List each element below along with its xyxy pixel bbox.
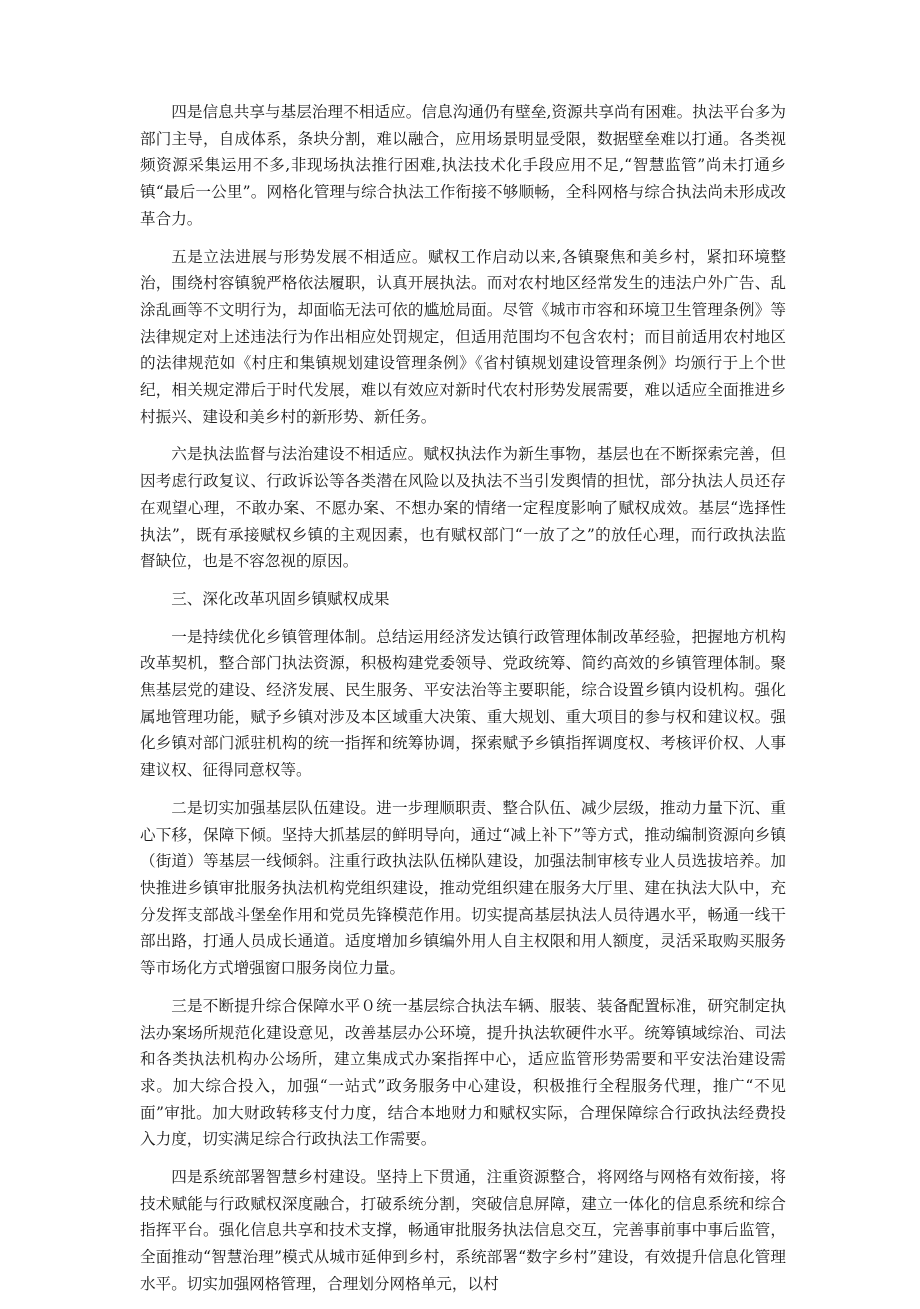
- paragraph-info-sharing: 四是信息共享与基层治理不相适应。信息沟通仍有壁垒,资源共享尚有困难。执法平台多为部门主导，自成体系，条块分割，难以融合，应用场景明显受限，数据壁垒难以打通。各类视频资源采集运用不多,非现场执法推行困难,执法技术化手段应用不足,“智慧监管”尚未打通乡镇“最后一公里”。网格化管理与综合执法工作衔接不够顺畅，全科网格与综合执法尚未形成改革合力。: [140, 103, 786, 228]
- paragraph-team-building: 二是切实加强基层队伍建设。进一步理顺职责、整合队伍、减少层级，推动力量下沉、重心下移，保障下倾。坚持大抓基层的鲜明导向，通过“减上补下”等方式，推动编制资源向乡镇（街道）等基层一线倾斜。注重行政执法队伍梯队建设，加强法制审核专业人员选拔培养。加快推进乡镇审批服务执法机构党组织建设，推动党组织建在服务大厅里、建在执法大队中，充分发挥支部战斗堡垒作用和党员先锋模范作用。切实提高基层执法人员待遇水平，畅通一线干部出路，打通人员成长通道。适度增加乡镇编外用人自主权限和用人额度，灵活采取购买服务等市场化方式增强窗口服务岗位力量。: [140, 798, 786, 978]
- section-heading: 三、深化改革巩固乡镇赋权成果: [171, 589, 390, 608]
- document-body: [140, 99, 786, 1309]
- paragraph-smart-village: 四是系统部署智慧乡村建设。坚持上下贯通，注重资源整合，将网络与网格有效衔接，将技术赋能与行政赋权深度融合，打破系统分割，突破信息屏障，建立一体化的信息系统和综合指挥平台。强化信息共享和技术支撑，畅通审批服务执法信息交互，完善事前事中事后监管，全面推动“智慧治理”模式从城市延伸到乡村，系统部署“数字乡村”建设，有效提升信息化管理水平。切实加强网格管理，合理划分网格单元，以村: [140, 1168, 786, 1293]
- paragraph-legislation: 五是立法进展与形势发展不相适应。赋权工作启动以来,各镇聚焦和美乡村，紧扣环境整治，围绕村容镇貌严格依法履职，认真开展执法。而对农村地区经常发生的违法户外广告、乱涂乱画等不文明行为，却面临无法可依的尴尬局面。尽管《城市市容和环境卫生管理条例》等法律规定对上述违法行为作出相应处罚规定，但适用范围均不包含农村；而目前适用农村地区的法律规范如《村庄和集镇规划建设管理条例》《省村镇规划建设管理条例》均颁行于上个世纪，相关规定滞后于时代发展，难以有效应对新时代农村形势发展需要，难以适应全面推进乡村振兴、建设和美乡村的新形势、新任务。: [140, 247, 786, 426]
- paragraph-management-system: 一是持续优化乡镇管理体制。总结运用经济发达镇行政管理体制改革经验，把握地方机构改革契机，整合部门执法资源，积极构建党委领导、党政统筹、简约高效的乡镇管理体制。聚焦基层党的建设、经济发展、民生服务、平安法治等主要职能，综合设置乡镇内设机构。强化属地管理功能，赋予乡镇对涉及本区域重大决策、重大规划、重大项目的参与权和建议权。强化乡镇对部门派驻机构的统一指挥和统筹协调，探索赋予乡镇指挥调度权、考核评价权、人事建议权、征得同意权等。: [140, 627, 786, 780]
- paragraph-supervision: 六是执法监督与法治建设不相适应。赋权执法作为新生事物，基层也在不断探索完善，但因考虑行政复议、行政诉讼等各类潜在风险以及执法不当引发舆情的担忧，部分执法人员还存在观望心理，不敢办案、不愿办案、不想办案的情绪一定程度影响了赋权成效。基层“选择性执法”，既有承接赋权乡镇的主观因素，也有赋权部门“一放了之”的放任心理，而行政执法监督缺位，也是不容忽视的原因。: [140, 445, 786, 571]
- paragraph-support-level: 三是不断提升综合保障水平０统一基层综合执法车辆、服装、装备配置标准，研究制定执法办案场所规范化建设意见，改善基层办公环境，提升执法软硬件水平。统筹镇域综治、司法和各类执法机构办公场所，建立集成式办案指挥中心，适应监管形势需要和平安法治建设需求。加大综合投入，加强“一站式”政务服务中心建设，积极推行全程服务代理，推广“不见面”审批。加大财政转移支付力度，结合本地财力和赋权实际，合理保障综合行政执法经费投入力度，切实满足综合行政执法工作需要。: [140, 996, 786, 1149]
